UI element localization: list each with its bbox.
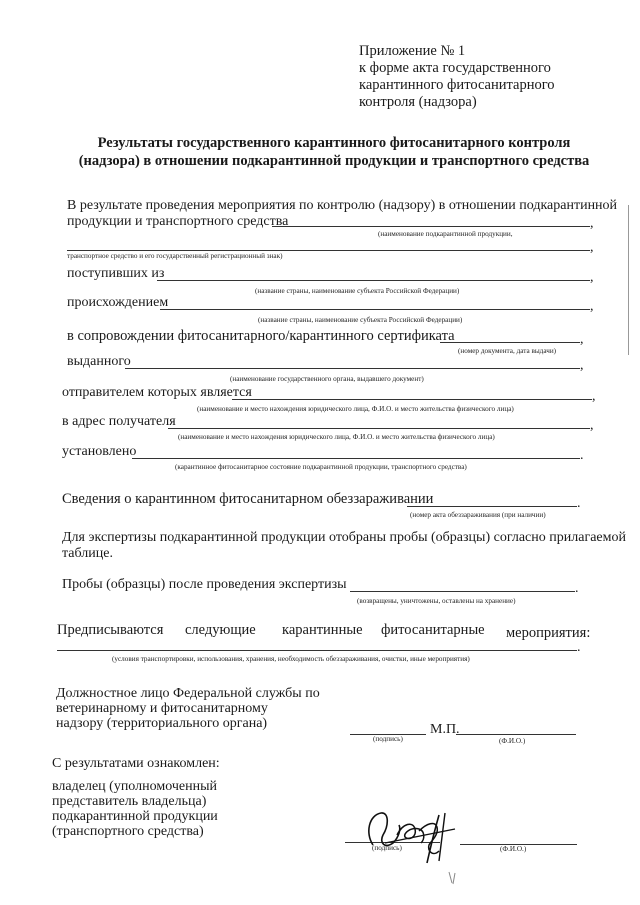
official-line-2: ветеринарному и фитосанитарному <box>56 701 268 716</box>
prescribed-field-line <box>57 650 577 651</box>
scan-mark <box>446 870 460 886</box>
title-line-1: Результаты государственного карантинного фитосанитарного контроля <box>97 135 571 151</box>
samples-line-1: Для экспертизы подкарантинной продукции отобраны пробы (образцы) согласно прилагаемой <box>62 530 626 545</box>
period: . <box>577 640 581 655</box>
prescribed-word-3: карантинные <box>282 622 363 638</box>
prescribed-word-1: Предписываются <box>57 622 164 638</box>
origin-label: происхождением <box>67 295 169 310</box>
recipient-label: в адрес получателя <box>62 414 176 429</box>
owner-line-4: (транспортного средства) <box>52 824 204 839</box>
prescribed-word-2: следующие <box>185 622 256 638</box>
appendix-line-2: к форме акта государственного <box>359 60 551 76</box>
caption-sender: (наименование и место нахождения юридического лица, Ф.И.О. и место жительства физического лица) <box>197 405 514 413</box>
intro-line-2: продукции и транспортного средства <box>67 214 289 229</box>
sender-field-line <box>232 399 592 400</box>
caption-prescribed: (условия транспортировки, использования, хранения, необходимость обеззараживания, очистки, иные мероприятия) <box>112 655 470 663</box>
document-title <box>40 134 628 170</box>
handwritten-signature <box>355 805 465 865</box>
recipient-field-line <box>168 428 590 429</box>
comma: , <box>580 358 584 373</box>
issued-field-line <box>125 368 580 369</box>
disinfection-label: Сведения о карантинном фитосанитарном обеззараживании <box>62 491 434 507</box>
intro-line-1: В результате проведения мероприятия по контролю (надзору) в отношении подкарантинной <box>67 198 618 213</box>
owner-line-3: подкарантинной продукции <box>52 809 218 824</box>
owner-line-1: владелец (уполномоченный <box>52 779 217 794</box>
caption-issued: (наименование государственного органа, выдавшего документ) <box>230 375 424 383</box>
prescribed-word-4: фитосанитарные <box>381 622 485 638</box>
prescribed-word-5: мероприятия: <box>506 625 591 641</box>
caption-disinfection: (номер акта обеззараживания (при наличии) <box>410 511 546 519</box>
comma: , <box>590 299 594 314</box>
official-name-line <box>456 734 576 735</box>
comma: , <box>590 418 594 433</box>
caption-after-expertise: (возвращены, уничтожены, оставлены на хранение) <box>357 597 516 605</box>
certificate-field-line <box>440 342 580 343</box>
caption-official-fio: (Ф.И.О.) <box>499 737 526 745</box>
official-line-3: надзору (территориального органа) <box>56 716 268 731</box>
appendix-header <box>359 43 555 111</box>
caption-official-signature: (подпись) <box>373 735 403 743</box>
arrived-label: поступивших из <box>67 266 165 281</box>
after-expertise-label: Пробы (образцы) после проведения экспертизы <box>62 577 347 592</box>
established-field-line <box>132 458 580 459</box>
after-expertise-field-line <box>350 591 575 592</box>
arrived-field-line <box>157 280 590 281</box>
period: . <box>577 496 581 511</box>
established-label: установлено <box>62 444 137 459</box>
comma: , <box>590 216 594 231</box>
period: . <box>580 448 584 463</box>
caption-recipient: (наименование и место нахождения юридического лица, Ф.И.О. и место жительства физического лица) <box>178 433 495 441</box>
samples-line-2: таблице. <box>62 546 113 561</box>
caption-arrived: (название страны, наименование субъекта Российской Федерации) <box>255 287 460 295</box>
transport-field-line <box>67 250 590 251</box>
caption-transport: транспортное средство и его государственный регистрационный знак) <box>67 252 283 260</box>
caption-owner-fio: (Ф.И.О.) <box>500 845 527 853</box>
stamp-place-label: М.П. <box>430 722 460 737</box>
comma: , <box>590 240 594 255</box>
appendix-line-3: карантинного фитосанитарного <box>359 77 555 93</box>
official-line-1: Должностное лицо Федеральной службы по <box>56 686 320 701</box>
title-line-2: (надзора) в отношении подкарантинной продукции и транспортного средства <box>78 153 590 169</box>
disinfection-field-line <box>407 506 577 507</box>
caption-owner-signature: (подпись) <box>372 844 402 852</box>
caption-established: (карантинное фитосанитарное состояние подкарантинной продукции, транспортного средства) <box>175 463 467 471</box>
caption-product: (наименование подкарантинной продукции, <box>378 230 513 238</box>
caption-origin: (название страны, наименование субъекта Российской Федерации) <box>258 316 463 324</box>
period: . <box>575 581 579 596</box>
sender-label: отправителем которых является <box>62 385 252 400</box>
origin-field-line <box>160 309 590 310</box>
comma: , <box>592 389 596 404</box>
product-field-line <box>272 226 590 227</box>
comma: , <box>580 332 584 347</box>
issued-label: выданного <box>67 354 131 369</box>
owner-line-2: представитель владельца) <box>52 794 207 809</box>
caption-certificate: (номер документа, дата выдачи) <box>458 347 557 355</box>
acquainted-heading: С результатами ознакомлен: <box>52 756 220 771</box>
scan-edge-line <box>628 205 629 355</box>
appendix-line-1: Приложение № 1 <box>359 43 466 59</box>
appendix-line-4: контроля (надзора) <box>359 94 477 110</box>
comma: , <box>590 270 594 285</box>
certificate-label: в сопровождении фитосанитарного/карантинного сертификата <box>67 328 455 344</box>
